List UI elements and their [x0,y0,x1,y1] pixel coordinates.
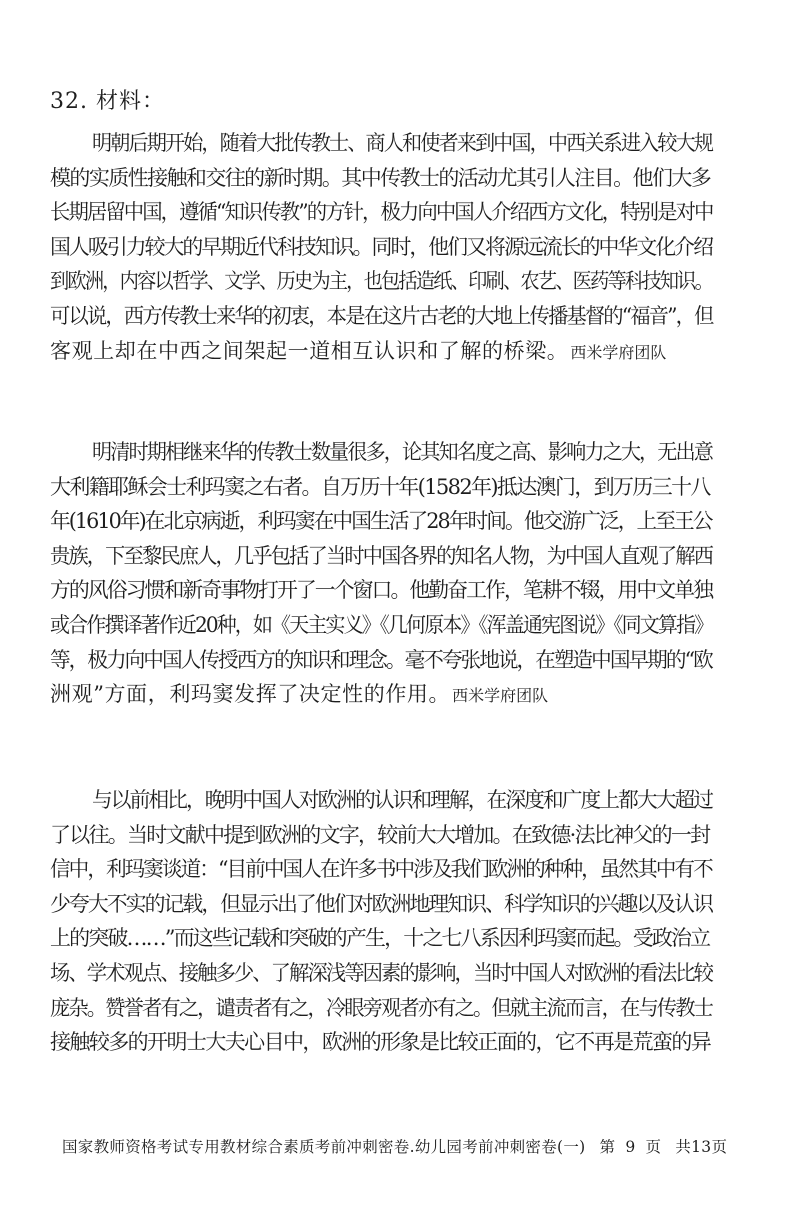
paragraph-2-line-7 [50,645,712,675]
paragraph-1-line-3 [50,197,712,227]
line-text: 少夸大不实的记载，但显示出了他们对欧洲地理知识、科学知识的兴趣以及认识 [50,891,712,916]
line-text: 贵族，下至黎民庶人，几乎包括了当时中国各界的知名人物，为中国人直观了解西 [50,543,712,568]
line-text: 与以前相比，晚明中国人对欧洲的认识和理解，在深度和广度上都大大超过 [92,788,712,812]
paragraph-1-line-7 [50,336,666,368]
paragraph-3-line-8 [50,1027,710,1057]
paragraph-2-line-5 [50,575,712,605]
paragraph-2-line-6 [50,610,712,640]
footer-page-prefix: 第 [599,1138,616,1156]
footer-title: 国家教师资格考试专用教材综合素质考前冲刺密卷.幼儿园考前冲刺密卷(一) [62,1138,586,1156]
line-text: 年(1610年)在北京病逝，利玛窦在中国生活了28年时间。他交游广泛，上至王公 [50,509,712,534]
paragraph-3-line-5 [50,923,709,953]
line-text: 接触较多的开明士大夫心目中，欧洲的形象是比较正面的，它不再是荒蛮的异 [50,1030,711,1055]
line-text: 场、学术观点、接触多少、了解深浅等因素的影响，当时中国人对欧洲的看法比较 [50,961,712,985]
line-text: 模的实质性接触和交往的新时期。其中传教士的活动尤其引人注目。他们大多 [50,165,711,190]
line-text: 到欧洲，内容以哲学、文学、历史为主，也包括造纸、印刷、农艺、医药等科技知识。 [50,269,712,294]
line-text: 可以说，西方传教士来华的初衷，本是在这片古老的大地上传播基督的“福音”，但 [50,304,713,328]
paragraph-2-line-1 [92,437,712,467]
line-text: 庞杂。赞誉者有之，谴责者有之，冷眼旁观者亦有之。但就主流而言，在与传教士 [50,995,712,1020]
footer-page-total: 共13页 [675,1138,728,1156]
line-text: 方的风俗习惯和新奇事物打开了一个窗口。他勤奋工作，笔耕不辍，用中文单独 [50,578,712,603]
line-text: 洲观”方面，利玛窦发挥了决定性的作用。 [50,682,451,707]
paragraph-3-line-2 [50,820,709,850]
line-text: 明朝后期开始，随着大批传教士、商人和使者来到中国，中西关系进入较大规 [92,131,712,155]
paragraph-2-line-3 [50,506,712,536]
line-text: 明清时期相继来华的传教士数量很多，论其知名度之高、影响力之大，无出意 [92,440,712,464]
footer-page-suffix: 页 [645,1138,662,1156]
line-text: 大利籍耶稣会士利玛窦之右者。自万历十年(1582年)抵达澳门，到万历三十八 [50,474,710,499]
footer-page-number: 9 [625,1138,636,1156]
paragraph-2-line-8 [50,679,548,711]
paragraph-3-line-1 [92,785,712,815]
page-footer [62,1137,742,1157]
paragraph-1-line-1 [92,128,712,158]
paragraph-1-line-4 [50,232,712,262]
line-text: 国人吸引力较大的早期近代科技知识。同时，他们又将源远流长的中华文化介绍 [50,234,712,259]
paragraph-1-line-2 [50,163,710,193]
paragraph-1-line-6 [50,301,712,331]
line-text: 信中，利玛窦谈道：“目前中国人在许多书中涉及我们欧洲的种种，虽然其中有不 [50,857,712,882]
line-text: 等，极力向中国人传授西方的知识和理念。毫不夸张地说，在塑造中国早期的“欧 [50,647,712,672]
paragraph-3-line-6 [50,958,712,988]
paragraph-3-line-7 [50,993,712,1023]
line-text: 客观上却在中西之间架起一道相互认识和了解的桥梁。 [50,338,569,363]
line-text: 上的突破……”而这些记载和突破的产生，十之七八系因利玛窦而起。受政治立 [50,926,710,951]
paragraph-1-line-5 [50,266,712,296]
line-text: 或合作撰译著作近20种，如《天主实义》《几何原本》《浑盖通宪图说》《同文算指》 [50,613,713,637]
line-text: 长期居留中国，遵循“知识传教”的方针，极力向中国人介绍西方文化，特别是对中 [50,200,713,225]
paragraph-2-line-2 [50,472,710,502]
watermark-text: 西米学府团队 [452,686,549,706]
paragraph-3-line-4 [50,889,712,919]
watermark-text: 西米学府团队 [570,342,667,362]
line-text: 了以往。当时文献中提到欧洲的文字，较前大大增加。在致德·法比神父的一封 [50,822,710,847]
paragraph-3-line-3 [50,854,712,884]
paragraph-2-line-4 [50,541,712,571]
question-heading: 32. 材料： [50,89,165,114]
